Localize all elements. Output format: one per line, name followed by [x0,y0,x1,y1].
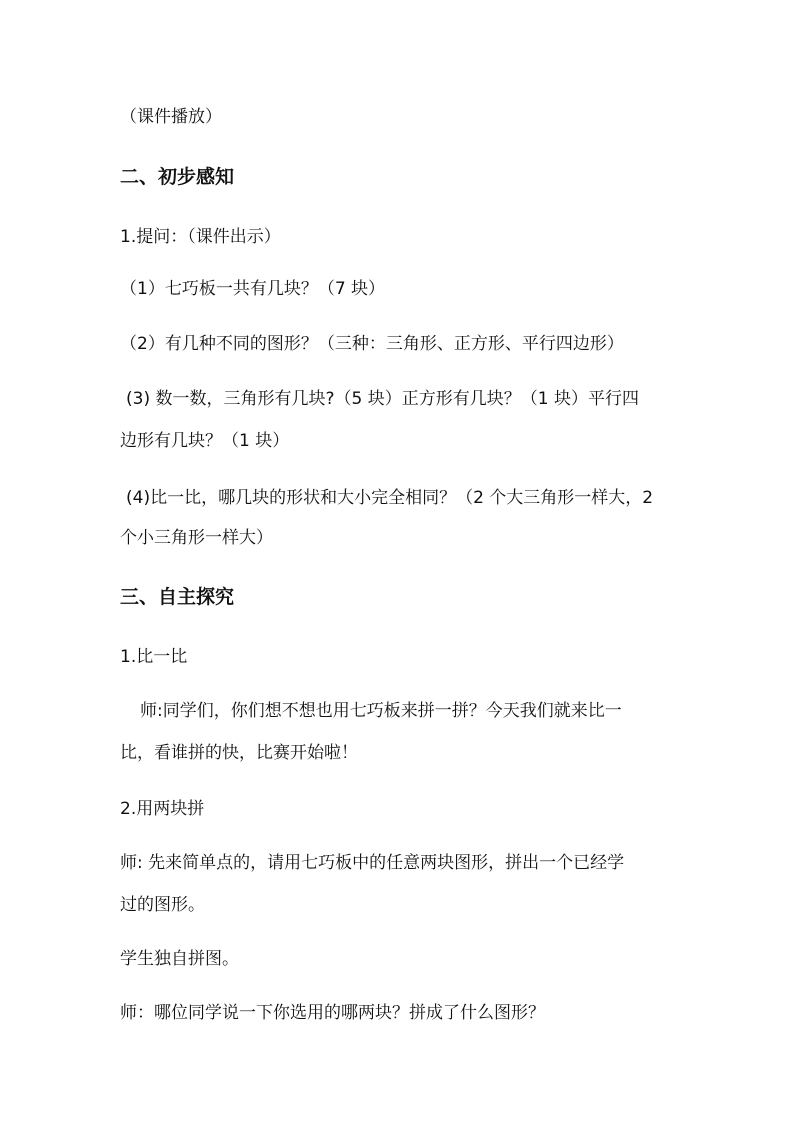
paragraph-teacher-two-pieces-line-1: 师: 先来简单点的，请用七巧板中的任意两块图形，拼出一个已经学 [120,853,625,873]
paragraph-question-intro: 1.提问：（课件出示） [120,227,281,247]
paragraph-students-solo: 学生独自拼图。 [120,949,239,969]
paragraph-item-2: （2）有几种不同的图形？（三种：三角形、正方形、平行四边形） [120,334,624,354]
paragraph-teacher-compare-line-1: 师:同学们，你们想不想也用七巧板来拼一拼？今天我们就来比一 [140,701,622,721]
paragraph-item-4-line-1: (4)比一比，哪几块的形状和大小完全相同？（2 个大三角形一样大，2 [126,488,654,508]
section-heading-initial-perception: 二、初步感知 [120,166,235,188]
section-heading-independent-exploration: 三、自主探究 [120,586,235,608]
paragraph-item-3-line-2: 边形有几块？（1 块） [120,431,290,451]
paragraph-item-4-line-2: 个小三角形一样大） [120,528,273,548]
paragraph-compare-title: 1.比一比 [120,647,188,667]
paragraph-teacher-compare-line-2: 比，看谁拼的快，比赛开始啦！ [120,743,358,763]
paragraph-two-pieces-title: 2.用两块拼 [120,799,205,819]
paragraph-teacher-question: 师：哪位同学说一下你选用的哪两块？拼成了什么图形？ [120,1003,545,1023]
paragraph-item-3-line-1: (3) 数一数，三角形有几块?（5 块）正方形有几块？（1 块）平行四 [126,389,639,409]
paragraph-item-1: （1）七巧板一共有几块？（7 块） [120,279,386,299]
paragraph-courseware-play: （课件播放） [120,107,222,127]
paragraph-teacher-two-pieces-line-2: 过的图形。 [120,895,205,915]
